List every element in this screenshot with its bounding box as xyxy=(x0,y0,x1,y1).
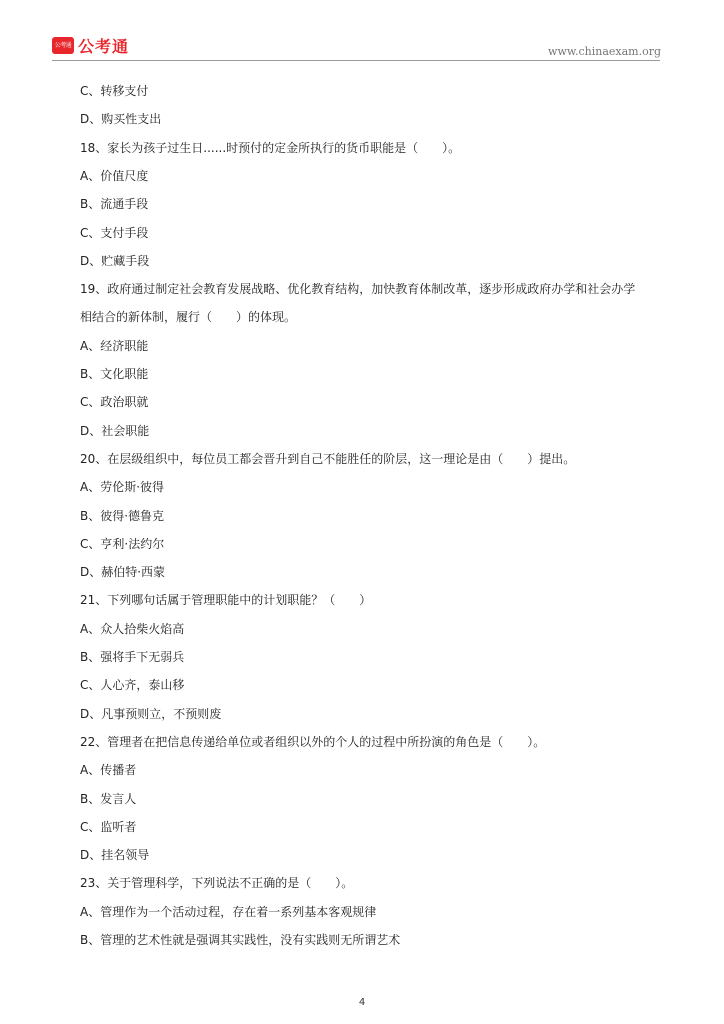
answer-option: B、彼得·德鲁克 xyxy=(80,508,165,523)
question-stem-continued: 相结合的新体制，履行（ ）的体现。 xyxy=(80,310,297,325)
answer-option: B、发言人 xyxy=(80,791,137,806)
question-stem: 21、下列哪句话属于管理职能中的计划职能？（ ） xyxy=(80,593,372,608)
answer-option: D、购买性支出 xyxy=(80,112,162,127)
answer-option: D、赫伯特·西蒙 xyxy=(80,565,166,580)
answer-option: A、经济职能 xyxy=(80,338,149,353)
answer-option: C、人心齐，泰山移 xyxy=(80,678,185,693)
page-number: 4 xyxy=(358,997,366,1008)
question-stem: 19、政府通过制定社会教育发展战略、优化教育结构，加快教育体制改革，逐步形成政府办学和社会办学 xyxy=(80,282,636,297)
page-header xyxy=(0,0,724,62)
answer-option: D、贮藏手段 xyxy=(80,253,150,268)
question-stem: 23、关于管理科学，下列说法不正确的是（ ）。 xyxy=(80,876,354,891)
answer-option: D、社会职能 xyxy=(80,423,150,438)
answer-option: D、挂名领导 xyxy=(80,848,150,863)
answer-option: B、文化职能 xyxy=(80,367,149,381)
answer-option: A、劳伦斯·彼得 xyxy=(80,480,165,495)
logo-badge-icon: 公考通 xyxy=(52,37,74,54)
site-url: www.chinaexam.org xyxy=(548,45,661,58)
answer-option: A、管理作为一个活动过程，存在着一系列基本客观规律 xyxy=(80,904,377,919)
answer-option: C、支付手段 xyxy=(80,225,149,240)
brand-logo xyxy=(52,34,129,57)
question-stem: 22、管理者在把信息传递给单位或者组织以外的个人的过程中所扮演的角色是（ ）。 xyxy=(80,734,546,749)
answer-option: C、亨利·法约尔 xyxy=(80,536,165,551)
answer-option: B、流通手段 xyxy=(80,197,149,212)
answer-option: A、价值尺度 xyxy=(80,168,149,183)
answer-option: A、众人拾柴火焰高 xyxy=(80,621,185,636)
answer-option: C、政治职就 xyxy=(80,395,149,410)
answer-option: B、强将手下无弱兵 xyxy=(80,650,185,664)
answer-option: A、传播者 xyxy=(80,763,137,778)
logo-text: 公考通 xyxy=(78,37,130,56)
answer-option: C、转移支付 xyxy=(80,84,149,98)
question-stem: 20、在层级组织中，每位员工都会晋升到自己不能胜任的阶层，这一理论是由（ ）提出。 xyxy=(80,451,576,466)
question-stem: 18、家长为孩子过生日......时预付的定金所执行的货币职能是（ ）。 xyxy=(80,140,461,155)
answer-option: D、凡事预则立，不预则废 xyxy=(80,706,222,721)
header-divider xyxy=(52,60,660,61)
answer-option: B、管理的艺术性就是强调其实践性，没有实践则无所谓艺术 xyxy=(80,933,401,947)
answer-option: C、监听者 xyxy=(80,819,137,834)
